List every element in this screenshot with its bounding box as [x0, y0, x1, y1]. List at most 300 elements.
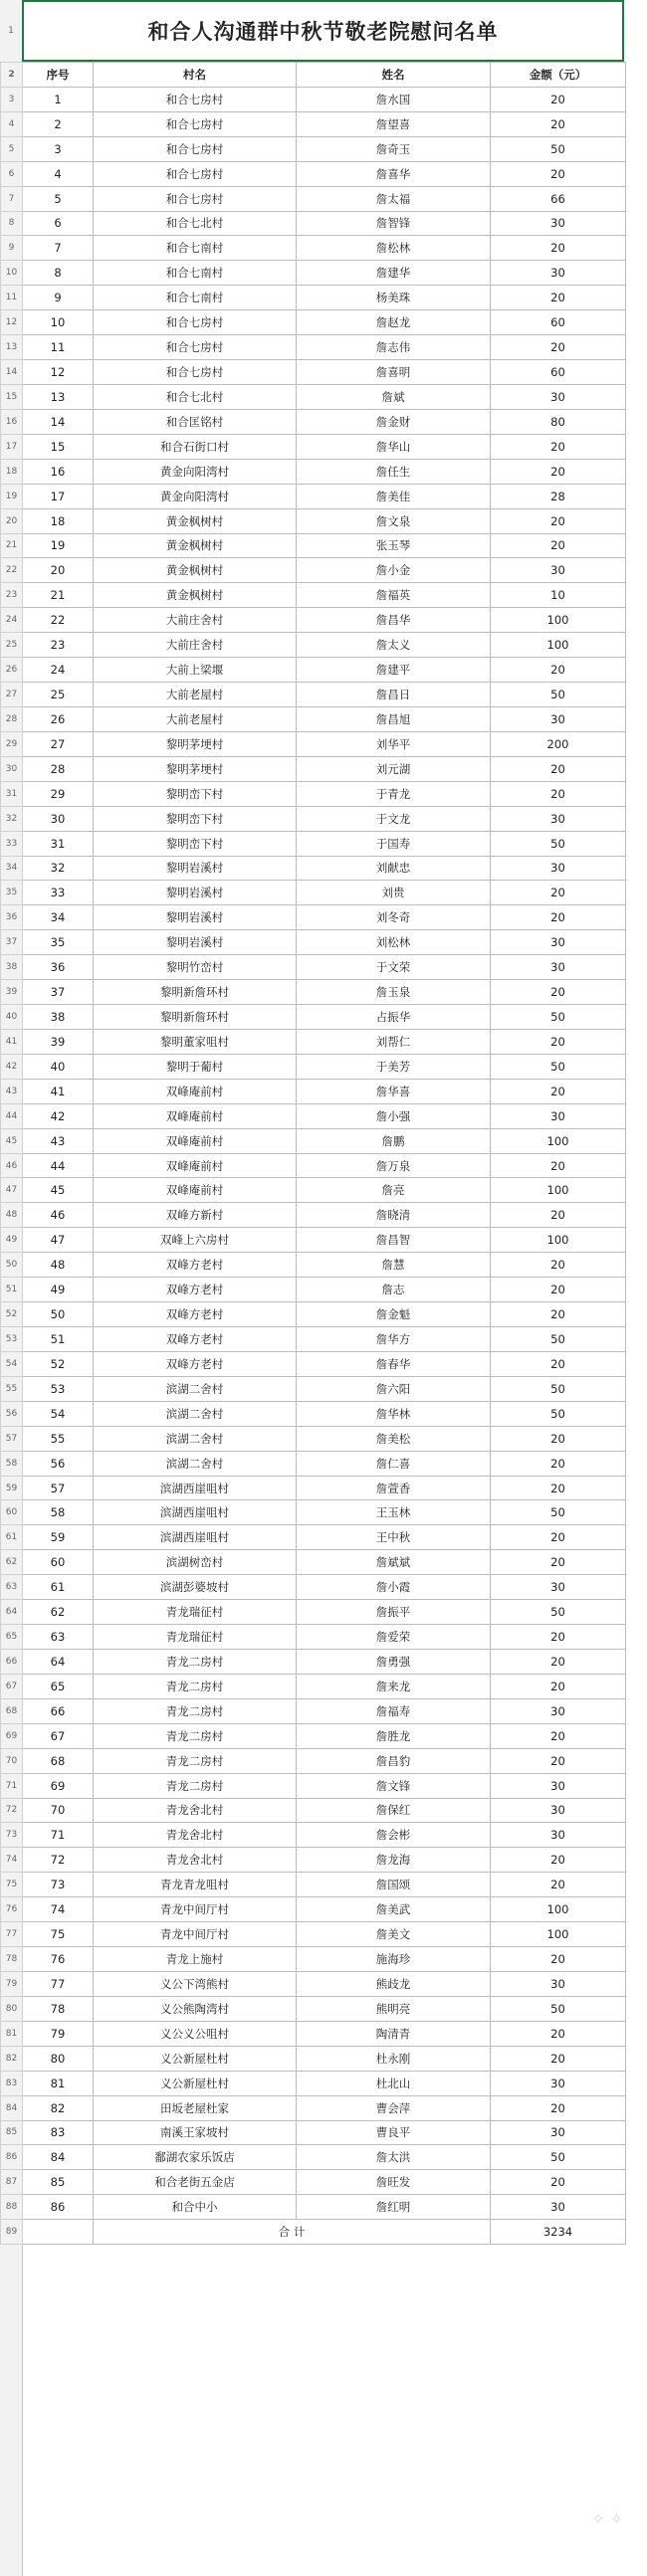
index-cell[interactable]: 4 [23, 161, 94, 186]
name-cell[interactable]: 詹鹏 [297, 1128, 491, 1153]
amount-cell[interactable]: 20 [491, 1525, 626, 1550]
village-cell[interactable]: 黎明竹峦村 [94, 955, 297, 980]
index-cell[interactable]: 68 [23, 1748, 94, 1773]
name-cell[interactable]: 詹喜明 [297, 360, 491, 385]
amount-cell[interactable]: 100 [491, 1178, 626, 1203]
index-cell[interactable]: 76 [23, 1947, 94, 1972]
amount-cell[interactable]: 30 [491, 1773, 626, 1798]
index-cell[interactable]: 77 [23, 1971, 94, 1996]
name-cell[interactable]: 杜永刚 [297, 2046, 491, 2071]
row-number[interactable]: 79 [1, 1971, 23, 1996]
village-cell[interactable]: 青龙青龙咀村 [94, 1873, 297, 1897]
row-number[interactable]: 51 [1, 1278, 23, 1302]
village-cell[interactable]: 黄金枫树村 [94, 508, 297, 533]
name-cell[interactable]: 詹文泉 [297, 508, 491, 533]
index-cell[interactable]: 35 [23, 930, 94, 955]
village-cell[interactable]: 青龙二房村 [94, 1723, 297, 1748]
row-number[interactable]: 16 [1, 409, 23, 434]
index-cell[interactable]: 55 [23, 1426, 94, 1451]
name-cell[interactable]: 杨美珠 [297, 286, 491, 310]
amount-cell[interactable]: 50 [491, 1054, 626, 1079]
amount-cell[interactable]: 20 [491, 2095, 626, 2120]
village-cell[interactable]: 黎明岩溪村 [94, 881, 297, 905]
index-cell[interactable]: 61 [23, 1575, 94, 1600]
index-cell[interactable]: 12 [23, 360, 94, 385]
village-cell[interactable]: 和合七南村 [94, 236, 297, 261]
name-cell[interactable]: 詹金财 [297, 409, 491, 434]
index-cell[interactable]: 7 [23, 236, 94, 261]
row-number[interactable]: 13 [1, 335, 23, 360]
name-cell[interactable]: 施海珍 [297, 1947, 491, 1972]
index-cell[interactable]: 47 [23, 1228, 94, 1253]
village-cell[interactable]: 和合七房村 [94, 310, 297, 335]
name-cell[interactable]: 于青龙 [297, 781, 491, 806]
index-cell[interactable]: 32 [23, 856, 94, 881]
row-number[interactable]: 19 [1, 484, 23, 508]
amount-cell[interactable]: 28 [491, 484, 626, 508]
amount-cell[interactable]: 50 [491, 1401, 626, 1426]
name-cell[interactable]: 曹良平 [297, 2120, 491, 2145]
row-number[interactable]: 60 [1, 1500, 23, 1525]
name-cell[interactable]: 詹仁喜 [297, 1451, 491, 1476]
village-cell[interactable]: 滨湖二舍村 [94, 1401, 297, 1426]
amount-cell[interactable]: 20 [491, 1153, 626, 1178]
row-number[interactable]: 67 [1, 1674, 23, 1698]
village-cell[interactable]: 青龙中间厅村 [94, 1922, 297, 1947]
index-cell[interactable]: 83 [23, 2120, 94, 2145]
village-cell[interactable]: 黎明岩溪村 [94, 856, 297, 881]
index-cell[interactable]: 84 [23, 2145, 94, 2170]
row-number[interactable]: 64 [1, 1600, 23, 1625]
row-number[interactable]: 48 [1, 1203, 23, 1228]
name-cell[interactable]: 詹美佳 [297, 484, 491, 508]
village-cell[interactable]: 双峰方老村 [94, 1327, 297, 1352]
index-cell[interactable]: 53 [23, 1376, 94, 1401]
row-number[interactable]: 61 [1, 1525, 23, 1550]
name-cell[interactable]: 詹文锋 [297, 1773, 491, 1798]
name-cell[interactable]: 张玉琴 [297, 533, 491, 558]
row-number[interactable]: 9 [1, 236, 23, 261]
index-cell[interactable]: 86 [23, 2195, 94, 2220]
index-cell[interactable]: 1 [23, 87, 94, 111]
row-number[interactable]: 41 [1, 1029, 23, 1054]
name-cell[interactable]: 詹昌智 [297, 1228, 491, 1253]
amount-cell[interactable]: 20 [491, 1873, 626, 1897]
index-cell[interactable]: 49 [23, 1278, 94, 1302]
name-cell[interactable]: 詹福英 [297, 583, 491, 608]
row-number[interactable]: 20 [1, 508, 23, 533]
row-number[interactable]: 87 [1, 2170, 23, 2195]
row-number[interactable]: 88 [1, 2195, 23, 2220]
header-index[interactable]: 序号 [23, 63, 94, 88]
amount-cell[interactable]: 20 [491, 1029, 626, 1054]
name-cell[interactable]: 于文荣 [297, 955, 491, 980]
village-cell[interactable]: 黎明董家咀村 [94, 1029, 297, 1054]
index-cell[interactable]: 56 [23, 1451, 94, 1476]
row-number[interactable]: 65 [1, 1625, 23, 1650]
row-number[interactable]: 31 [1, 781, 23, 806]
row-number[interactable]: 54 [1, 1351, 23, 1376]
index-cell[interactable]: 17 [23, 484, 94, 508]
index-cell[interactable]: 33 [23, 881, 94, 905]
index-cell[interactable]: 15 [23, 434, 94, 459]
row-number[interactable]: 82 [1, 2046, 23, 2071]
village-cell[interactable]: 和合石街口村 [94, 434, 297, 459]
row-number[interactable]: 17 [1, 434, 23, 459]
amount-cell[interactable]: 20 [491, 1723, 626, 1748]
amount-cell[interactable]: 30 [491, 261, 626, 286]
village-cell[interactable]: 大前庄舍村 [94, 633, 297, 658]
village-cell[interactable]: 青龙二房村 [94, 1698, 297, 1723]
amount-cell[interactable]: 30 [491, 2071, 626, 2095]
amount-cell[interactable]: 80 [491, 409, 626, 434]
row-number[interactable]: 46 [1, 1153, 23, 1178]
village-cell[interactable]: 黄金枫树村 [94, 583, 297, 608]
name-cell[interactable]: 刘华平 [297, 731, 491, 756]
name-cell[interactable]: 詹旺发 [297, 2170, 491, 2195]
name-cell[interactable]: 詹华喜 [297, 1079, 491, 1103]
row-number[interactable]: 43 [1, 1079, 23, 1103]
name-cell[interactable]: 刘帮仁 [297, 1029, 491, 1054]
index-cell[interactable]: 21 [23, 583, 94, 608]
index-cell[interactable]: 31 [23, 831, 94, 856]
name-cell[interactable]: 詹勇强 [297, 1650, 491, 1675]
name-cell[interactable]: 詹昌豹 [297, 1748, 491, 1773]
amount-cell[interactable]: 20 [491, 905, 626, 930]
name-cell[interactable]: 陶清青 [297, 2021, 491, 2046]
row-number[interactable]: 76 [1, 1897, 23, 1922]
index-cell[interactable]: 28 [23, 756, 94, 781]
row-number[interactable]: 29 [1, 731, 23, 756]
index-cell[interactable]: 81 [23, 2071, 94, 2095]
name-cell[interactable]: 詹红明 [297, 2195, 491, 2220]
village-cell[interactable]: 和合七房村 [94, 111, 297, 136]
amount-cell[interactable]: 30 [491, 930, 626, 955]
row-number[interactable]: 22 [1, 558, 23, 583]
total-label[interactable]: 合 计 [94, 2220, 491, 2245]
header-name[interactable]: 姓名 [297, 63, 491, 88]
amount-cell[interactable]: 30 [491, 1103, 626, 1128]
amount-cell[interactable]: 30 [491, 706, 626, 731]
name-cell[interactable]: 詹美武 [297, 1897, 491, 1922]
name-cell[interactable]: 詹保红 [297, 1798, 491, 1823]
village-cell[interactable]: 双峰上六房村 [94, 1228, 297, 1253]
index-cell[interactable]: 44 [23, 1153, 94, 1178]
amount-cell[interactable]: 60 [491, 310, 626, 335]
index-cell[interactable]: 25 [23, 683, 94, 707]
row-number[interactable]: 78 [1, 1947, 23, 1972]
index-cell[interactable]: 71 [23, 1823, 94, 1848]
amount-cell[interactable]: 20 [491, 781, 626, 806]
row-number[interactable]: 6 [1, 161, 23, 186]
village-cell[interactable]: 和合七房村 [94, 87, 297, 111]
name-cell[interactable]: 詹太义 [297, 633, 491, 658]
village-cell[interactable]: 和合七房村 [94, 335, 297, 360]
row-number[interactable]: 23 [1, 583, 23, 608]
index-cell[interactable]: 72 [23, 1848, 94, 1873]
village-cell[interactable]: 青龙二房村 [94, 1650, 297, 1675]
index-cell[interactable]: 8 [23, 261, 94, 286]
index-cell[interactable]: 36 [23, 955, 94, 980]
amount-cell[interactable]: 20 [491, 87, 626, 111]
name-cell[interactable]: 詹建华 [297, 261, 491, 286]
row-number[interactable]: 56 [1, 1401, 23, 1426]
index-cell[interactable]: 34 [23, 905, 94, 930]
index-cell[interactable]: 2 [23, 111, 94, 136]
row-number[interactable]: 10 [1, 261, 23, 286]
row-number[interactable]: 37 [1, 930, 23, 955]
header-village[interactable]: 村名 [94, 63, 297, 88]
index-cell[interactable]: 58 [23, 1500, 94, 1525]
amount-cell[interactable]: 30 [491, 558, 626, 583]
index-cell[interactable]: 54 [23, 1401, 94, 1426]
row-number[interactable]: 55 [1, 1376, 23, 1401]
index-cell[interactable]: 62 [23, 1600, 94, 1625]
village-cell[interactable]: 双峰庵前村 [94, 1178, 297, 1203]
row-number[interactable]: 14 [1, 360, 23, 385]
name-cell[interactable]: 詹建平 [297, 658, 491, 683]
village-cell[interactable]: 和合七房村 [94, 136, 297, 161]
amount-cell[interactable]: 20 [491, 1278, 626, 1302]
index-cell[interactable]: 52 [23, 1351, 94, 1376]
index-cell[interactable]: 51 [23, 1327, 94, 1352]
amount-cell[interactable]: 20 [491, 881, 626, 905]
village-cell[interactable]: 青龙舍北村 [94, 1798, 297, 1823]
index-cell[interactable]: 23 [23, 633, 94, 658]
index-cell[interactable]: 67 [23, 1723, 94, 1748]
village-cell[interactable]: 双峰方老村 [94, 1253, 297, 1278]
village-cell[interactable]: 义公下湾熊村 [94, 1971, 297, 1996]
name-cell[interactable]: 詹智锋 [297, 211, 491, 236]
row-number[interactable]: 52 [1, 1302, 23, 1327]
index-cell[interactable]: 11 [23, 335, 94, 360]
row-number[interactable]: 27 [1, 683, 23, 707]
amount-cell[interactable]: 60 [491, 360, 626, 385]
index-cell[interactable]: 60 [23, 1550, 94, 1575]
index-cell[interactable]: 75 [23, 1922, 94, 1947]
name-cell[interactable]: 詹慧 [297, 1253, 491, 1278]
village-cell[interactable]: 和合七房村 [94, 360, 297, 385]
row-number[interactable]: 58 [1, 1451, 23, 1476]
name-cell[interactable]: 占振华 [297, 1005, 491, 1030]
village-cell[interactable]: 滨湖西崖咀村 [94, 1476, 297, 1500]
village-cell[interactable]: 黄金向阳湾村 [94, 459, 297, 484]
amount-cell[interactable]: 20 [491, 1476, 626, 1500]
row-number[interactable]: 25 [1, 633, 23, 658]
index-cell[interactable]: 27 [23, 731, 94, 756]
row-number[interactable]: 63 [1, 1575, 23, 1600]
index-cell[interactable]: 48 [23, 1253, 94, 1278]
index-cell[interactable]: 42 [23, 1103, 94, 1128]
index-cell[interactable]: 39 [23, 1029, 94, 1054]
name-cell[interactable]: 詹昌旭 [297, 706, 491, 731]
name-cell[interactable]: 詹六阳 [297, 1376, 491, 1401]
village-cell[interactable]: 鄱湖农家乐饭店 [94, 2145, 297, 2170]
row-number[interactable]: 1 [8, 26, 14, 36]
village-cell[interactable]: 黄金枫树村 [94, 558, 297, 583]
village-cell[interactable]: 黎明岩溪村 [94, 930, 297, 955]
name-cell[interactable]: 詹龙海 [297, 1848, 491, 1873]
village-cell[interactable]: 双峰方老村 [94, 1278, 297, 1302]
row-number[interactable]: 69 [1, 1723, 23, 1748]
index-cell[interactable]: 29 [23, 781, 94, 806]
total-value[interactable]: 3234 [491, 2220, 626, 2245]
village-cell[interactable]: 黎明于葡村 [94, 1054, 297, 1079]
village-cell[interactable]: 黎明峦下村 [94, 806, 297, 831]
name-cell[interactable]: 詹振平 [297, 1600, 491, 1625]
amount-cell[interactable]: 50 [491, 1600, 626, 1625]
total-index-cell[interactable] [23, 2220, 94, 2245]
index-cell[interactable]: 79 [23, 2021, 94, 2046]
village-cell[interactable]: 和合中小 [94, 2195, 297, 2220]
index-cell[interactable]: 41 [23, 1079, 94, 1103]
name-cell[interactable]: 王中秋 [297, 1525, 491, 1550]
amount-cell[interactable]: 20 [491, 1351, 626, 1376]
row-number[interactable]: 12 [1, 310, 23, 335]
village-cell[interactable]: 青龙中间厅村 [94, 1897, 297, 1922]
village-cell[interactable]: 义公新屋杜村 [94, 2071, 297, 2095]
index-cell[interactable]: 66 [23, 1698, 94, 1723]
village-cell[interactable]: 双峰方新村 [94, 1203, 297, 1228]
row-number[interactable]: 34 [1, 856, 23, 881]
row-number[interactable]: 68 [1, 1698, 23, 1723]
row-number[interactable]: 74 [1, 1848, 23, 1873]
amount-cell[interactable]: 20 [491, 756, 626, 781]
index-cell[interactable]: 30 [23, 806, 94, 831]
amount-cell[interactable]: 30 [491, 955, 626, 980]
name-cell[interactable]: 詹爱荣 [297, 1625, 491, 1650]
name-cell[interactable]: 詹志伟 [297, 335, 491, 360]
village-cell[interactable]: 大前老屋村 [94, 683, 297, 707]
amount-cell[interactable]: 50 [491, 683, 626, 707]
name-cell[interactable]: 刘贵 [297, 881, 491, 905]
village-cell[interactable]: 双峰庵前村 [94, 1079, 297, 1103]
amount-cell[interactable]: 20 [491, 1079, 626, 1103]
row-number[interactable]: 44 [1, 1103, 23, 1128]
row-number[interactable]: 71 [1, 1773, 23, 1798]
row-number[interactable]: 59 [1, 1476, 23, 1500]
amount-cell[interactable]: 20 [491, 1650, 626, 1675]
row-number[interactable]: 42 [1, 1054, 23, 1079]
amount-cell[interactable]: 100 [491, 608, 626, 633]
village-cell[interactable]: 青龙瑞征村 [94, 1600, 297, 1625]
amount-cell[interactable]: 20 [491, 1203, 626, 1228]
row-number[interactable]: 72 [1, 1798, 23, 1823]
name-cell[interactable]: 詹水国 [297, 87, 491, 111]
name-cell[interactable]: 曹会萍 [297, 2095, 491, 2120]
index-cell[interactable]: 64 [23, 1650, 94, 1675]
amount-cell[interactable]: 30 [491, 384, 626, 409]
village-cell[interactable]: 黎明茅埂村 [94, 731, 297, 756]
village-cell[interactable]: 滨湖西崖咀村 [94, 1525, 297, 1550]
row-number[interactable]: 4 [1, 111, 23, 136]
amount-cell[interactable]: 20 [491, 1674, 626, 1698]
village-cell[interactable]: 义公熊陶湾村 [94, 1996, 297, 2021]
index-cell[interactable]: 82 [23, 2095, 94, 2120]
index-cell[interactable]: 22 [23, 608, 94, 633]
row-number[interactable]: 84 [1, 2095, 23, 2120]
name-cell[interactable]: 王玉林 [297, 1500, 491, 1525]
name-cell[interactable]: 詹金魁 [297, 1302, 491, 1327]
row-number[interactable]: 47 [1, 1178, 23, 1203]
index-cell[interactable]: 37 [23, 980, 94, 1005]
index-cell[interactable]: 43 [23, 1128, 94, 1153]
amount-cell[interactable]: 20 [491, 459, 626, 484]
index-cell[interactable]: 63 [23, 1625, 94, 1650]
amount-cell[interactable]: 20 [491, 1625, 626, 1650]
village-cell[interactable]: 和合七南村 [94, 261, 297, 286]
amount-cell[interactable]: 20 [491, 2021, 626, 2046]
village-cell[interactable]: 双峰庵前村 [94, 1128, 297, 1153]
name-cell[interactable]: 于文龙 [297, 806, 491, 831]
amount-cell[interactable]: 20 [491, 111, 626, 136]
index-cell[interactable]: 59 [23, 1525, 94, 1550]
name-cell[interactable]: 詹小金 [297, 558, 491, 583]
index-cell[interactable]: 46 [23, 1203, 94, 1228]
name-cell[interactable]: 詹玉泉 [297, 980, 491, 1005]
name-cell[interactable]: 詹小霞 [297, 1575, 491, 1600]
name-cell[interactable]: 詹志 [297, 1278, 491, 1302]
village-cell[interactable]: 滨湖彭婆坡村 [94, 1575, 297, 1600]
row-number[interactable]: 70 [1, 1748, 23, 1773]
amount-cell[interactable]: 20 [491, 1550, 626, 1575]
amount-cell[interactable]: 30 [491, 2120, 626, 2145]
index-cell[interactable]: 18 [23, 508, 94, 533]
header-amount[interactable]: 金额（元） [491, 63, 626, 88]
village-cell[interactable]: 黎明新詹环村 [94, 1005, 297, 1030]
name-cell[interactable]: 刘献忠 [297, 856, 491, 881]
village-cell[interactable]: 青龙舍北村 [94, 1823, 297, 1848]
name-cell[interactable]: 詹喜华 [297, 161, 491, 186]
name-cell[interactable]: 詹昌华 [297, 608, 491, 633]
row-number[interactable]: 83 [1, 2071, 23, 2095]
amount-cell[interactable]: 100 [491, 633, 626, 658]
row-number[interactable]: 26 [1, 658, 23, 683]
amount-cell[interactable]: 30 [491, 1971, 626, 1996]
index-cell[interactable]: 24 [23, 658, 94, 683]
village-cell[interactable]: 黎明岩溪村 [94, 905, 297, 930]
row-number[interactable]: 89 [1, 2220, 23, 2245]
name-cell[interactable]: 詹华林 [297, 1401, 491, 1426]
amount-cell[interactable]: 20 [491, 1748, 626, 1773]
name-cell[interactable]: 詹斌 [297, 384, 491, 409]
index-cell[interactable]: 45 [23, 1178, 94, 1203]
name-cell[interactable]: 詹赵龙 [297, 310, 491, 335]
amount-cell[interactable]: 50 [491, 1376, 626, 1401]
index-cell[interactable]: 9 [23, 286, 94, 310]
amount-cell[interactable]: 20 [491, 508, 626, 533]
amount-cell[interactable]: 20 [491, 1848, 626, 1873]
village-cell[interactable]: 黎明茅埂村 [94, 756, 297, 781]
village-cell[interactable]: 黄金枫树村 [94, 533, 297, 558]
village-cell[interactable]: 和合七北村 [94, 211, 297, 236]
row-number[interactable]: 77 [1, 1922, 23, 1947]
row-number[interactable]: 8 [1, 211, 23, 236]
amount-cell[interactable]: 30 [491, 2195, 626, 2220]
amount-cell[interactable]: 30 [491, 211, 626, 236]
name-cell[interactable]: 刘松林 [297, 930, 491, 955]
name-cell[interactable]: 刘元湖 [297, 756, 491, 781]
village-cell[interactable]: 青龙二房村 [94, 1773, 297, 1798]
village-cell[interactable]: 义公新屋杜村 [94, 2046, 297, 2071]
village-cell[interactable]: 青龙舍北村 [94, 1848, 297, 1873]
row-number[interactable]: 7 [1, 186, 23, 211]
village-cell[interactable]: 滨湖西崖咀村 [94, 1500, 297, 1525]
name-cell[interactable]: 詹晓清 [297, 1203, 491, 1228]
amount-cell[interactable]: 20 [491, 1253, 626, 1278]
village-cell[interactable]: 和合老街五金店 [94, 2170, 297, 2195]
amount-cell[interactable]: 20 [491, 1947, 626, 1972]
